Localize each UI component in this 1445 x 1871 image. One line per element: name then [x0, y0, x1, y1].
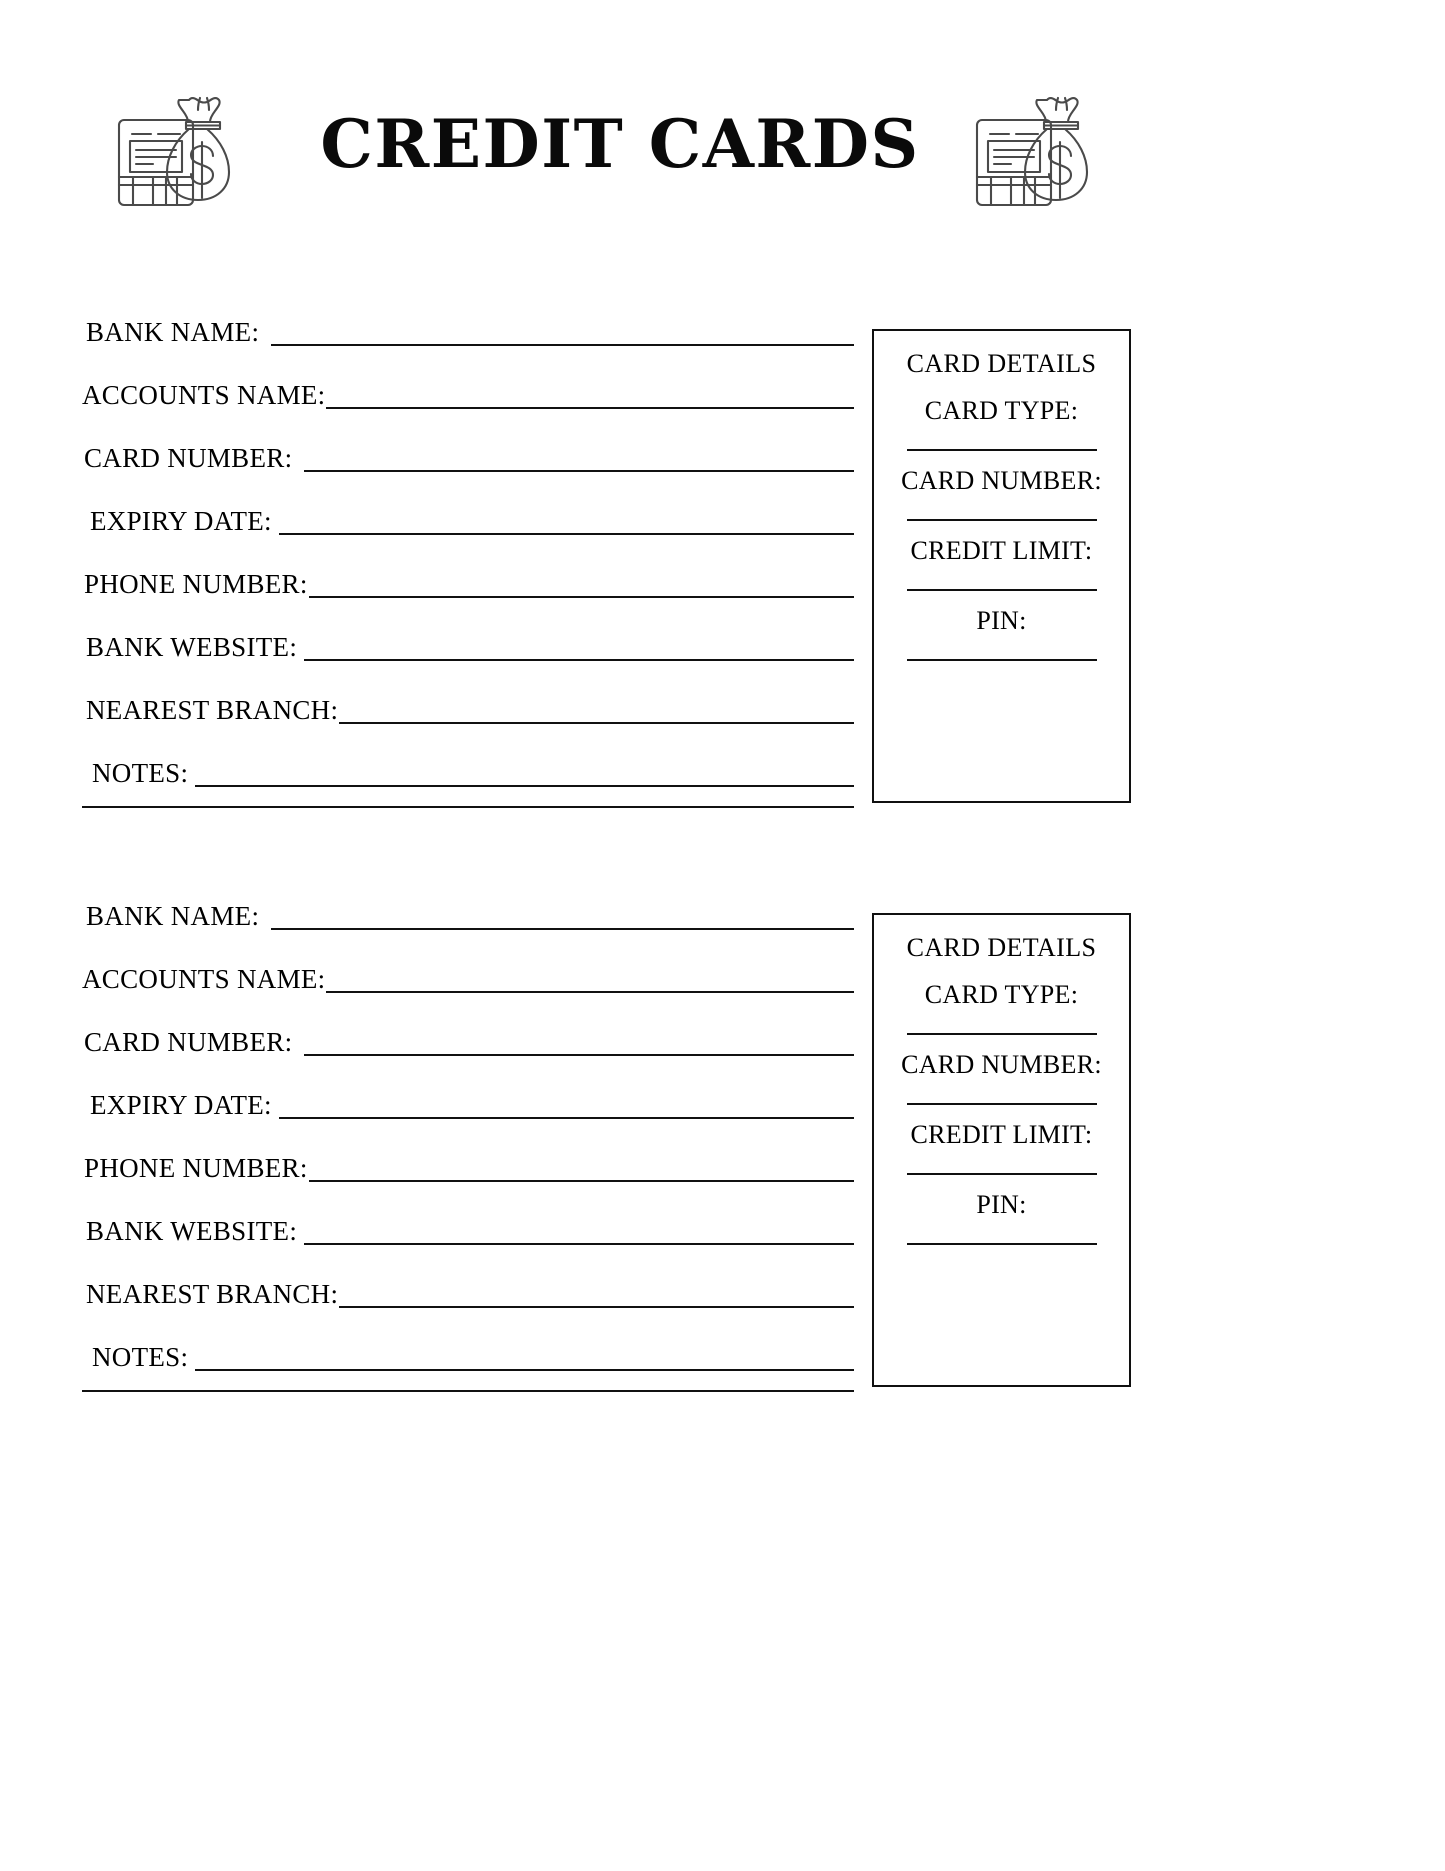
field-label: EXPIRY DATE:: [90, 1090, 272, 1120]
write-in-line[interactable]: [326, 407, 854, 409]
field-label: NEAREST BRANCH:: [86, 1279, 339, 1309]
write-in-line[interactable]: [279, 533, 854, 535]
field-label: BANK WEBSITE:: [86, 1216, 298, 1246]
write-in-line[interactable]: [907, 449, 1097, 451]
write-in-line[interactable]: [271, 344, 854, 346]
write-in-line[interactable]: [326, 991, 854, 993]
write-in-line[interactable]: [279, 1117, 854, 1119]
card-detail-card-type[interactable]: [874, 395, 1129, 451]
write-in-line[interactable]: [304, 470, 854, 472]
field-card-number[interactable]: [82, 998, 854, 1061]
card-detail-card-number[interactable]: [874, 1049, 1129, 1105]
write-in-line[interactable]: [309, 1180, 854, 1182]
write-in-line[interactable]: [195, 785, 854, 787]
field-list: [82, 872, 854, 1392]
field-list: [82, 288, 854, 808]
field-accounts-name[interactable]: [82, 935, 854, 998]
page-title: CREDIT CARDS: [320, 105, 920, 183]
write-in-line[interactable]: [304, 659, 854, 661]
card-detail-pin[interactable]: [874, 605, 1129, 661]
field-label: NEAREST BRANCH:: [86, 695, 339, 725]
field-label: ACCOUNTS NAME:: [82, 964, 326, 994]
card-detail-label: CREDIT LIMIT:: [910, 1120, 1093, 1149]
field-label: BANK WEBSITE:: [86, 632, 298, 662]
field-label: NOTES:: [92, 1342, 189, 1372]
field-label: PHONE NUMBER:: [84, 569, 308, 599]
card-detail-credit-limit[interactable]: [874, 535, 1129, 591]
field-card-number[interactable]: [82, 414, 854, 477]
field-label: EXPIRY DATE:: [90, 506, 272, 536]
page-header: [0, 62, 1445, 232]
write-in-line[interactable]: [339, 722, 854, 724]
card-details-box: [872, 329, 1131, 803]
field-label: BANK NAME:: [86, 317, 260, 347]
field-bank-name[interactable]: [82, 288, 854, 351]
card-detail-label: PIN:: [976, 1190, 1027, 1219]
write-in-line[interactable]: [339, 1306, 854, 1308]
write-in-line[interactable]: [271, 928, 854, 930]
write-in-line[interactable]: [907, 659, 1097, 661]
money-bag-and-checkbook-icon: [963, 80, 1123, 220]
card-detail-label: CARD NUMBER:: [901, 1050, 1102, 1079]
field-phone-number[interactable]: [82, 1124, 854, 1187]
write-in-line[interactable]: [304, 1243, 854, 1245]
field-label: ACCOUNTS NAME:: [82, 380, 326, 410]
card-detail-card-type[interactable]: [874, 979, 1129, 1035]
field-expiry-date[interactable]: [82, 1061, 854, 1124]
field-label: BANK NAME:: [86, 901, 260, 931]
field-notes[interactable]: [82, 1313, 854, 1376]
field-nearest-branch[interactable]: [82, 1250, 854, 1313]
card-details-title: CARD DETAILS: [906, 933, 1097, 962]
write-in-line[interactable]: [907, 1173, 1097, 1175]
field-accounts-name[interactable]: [82, 351, 854, 414]
card-detail-label: CREDIT LIMIT:: [910, 536, 1093, 565]
card-detail-pin[interactable]: [874, 1189, 1129, 1245]
field-bank-name[interactable]: [82, 872, 854, 935]
write-in-line[interactable]: [907, 519, 1097, 521]
field-label: PHONE NUMBER:: [84, 1153, 308, 1183]
write-in-line[interactable]: [907, 1243, 1097, 1245]
write-in-line[interactable]: [304, 1054, 854, 1056]
write-in-line[interactable]: [907, 1033, 1097, 1035]
field-expiry-date[interactable]: [82, 477, 854, 540]
card-detail-credit-limit[interactable]: [874, 1119, 1129, 1175]
write-in-line[interactable]: [907, 1103, 1097, 1105]
card-details-box: [872, 913, 1131, 1387]
notes-continuation-line[interactable]: [82, 806, 854, 808]
field-label: CARD NUMBER:: [84, 1027, 293, 1057]
field-nearest-branch[interactable]: [82, 666, 854, 729]
write-in-line[interactable]: [309, 596, 854, 598]
card-detail-label: PIN:: [976, 606, 1027, 635]
card-detail-card-number[interactable]: [874, 465, 1129, 521]
write-in-line[interactable]: [195, 1369, 854, 1371]
field-notes[interactable]: [82, 729, 854, 792]
notes-continuation-line[interactable]: [82, 1390, 854, 1392]
field-phone-number[interactable]: [82, 540, 854, 603]
card-details-title: CARD DETAILS: [906, 349, 1097, 378]
field-label: CARD NUMBER:: [84, 443, 293, 473]
field-bank-website[interactable]: [82, 603, 854, 666]
money-bag-and-checkbook-icon: [105, 80, 265, 220]
field-bank-website[interactable]: [82, 1187, 854, 1250]
write-in-line[interactable]: [907, 589, 1097, 591]
card-detail-label: CARD TYPE:: [924, 980, 1079, 1009]
field-label: NOTES:: [92, 758, 189, 788]
card-detail-label: CARD TYPE:: [924, 396, 1079, 425]
card-detail-label: CARD NUMBER:: [901, 466, 1102, 495]
